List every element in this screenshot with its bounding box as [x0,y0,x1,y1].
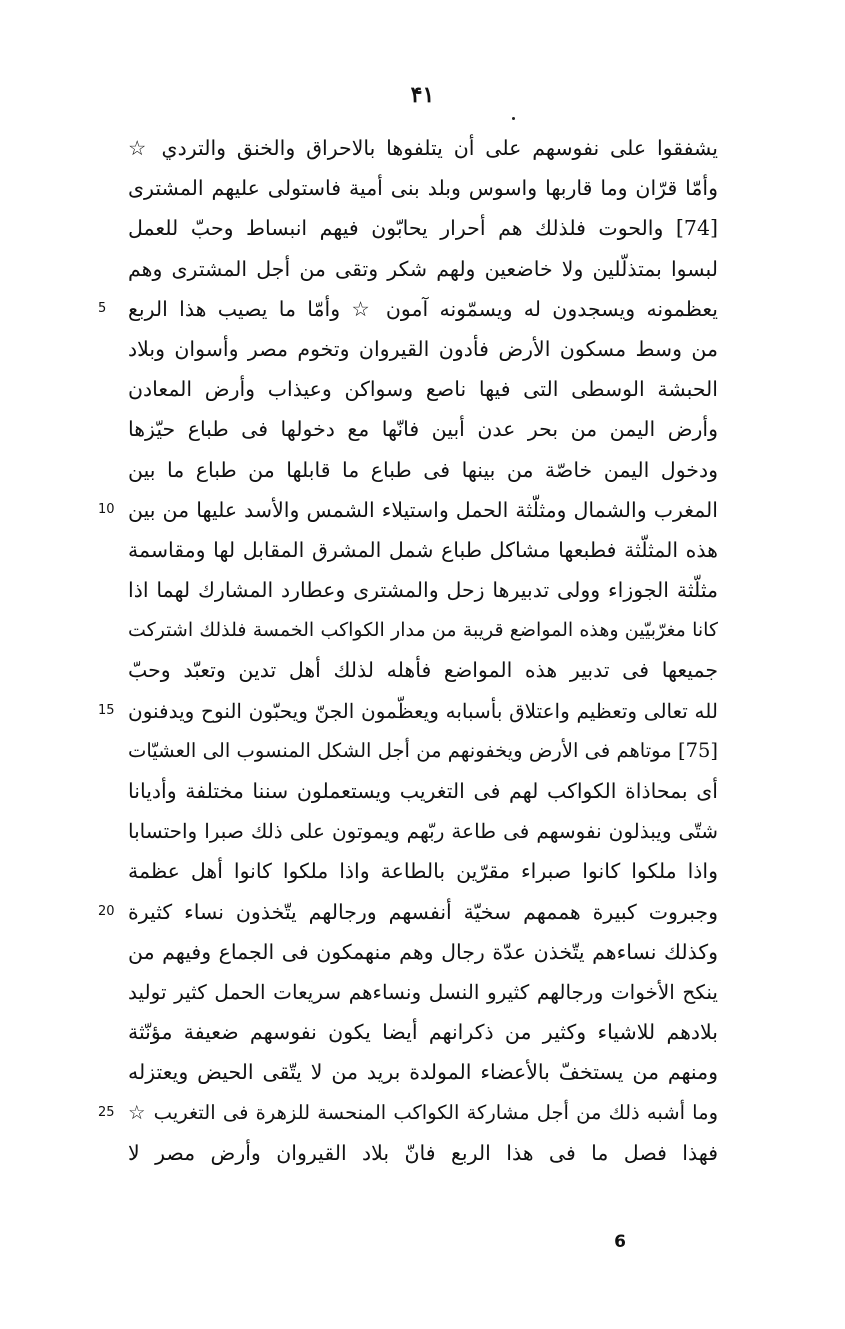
text-line-content: ومنهم من يستخفّ بالأعضاء المولدة بريد من لا يتّقى الحيض ويعتزله [128,1060,718,1085]
text-line [128,369,718,409]
text-line-content: هذه المثلّثة فطبعها مشاكل طباع شمل المشرق المقابل لها ومقاسمة [128,537,718,562]
text-line-content: وأمّا قرّان وما قاربها واسوس وبلد بنى أمية فاستولى عليهم المشترى [128,176,718,201]
line-number-5: 5 [98,300,107,316]
text-line [128,731,718,771]
text-line [128,1093,718,1133]
text-line [128,570,718,610]
text-line [128,1052,718,1092]
text-line-content: أى بمحاذاة الكواكب لهم فى التغريب ويستعملون سننا مختلفة وأديانا [128,779,718,803]
text-line-content: واذا ملكوا كانوا صبراء مقرّين بالطاعة واذا ملكوا كانوا أهل عظمة [128,859,718,884]
text-line [128,289,718,329]
text-line-content: ينكح الأخوات ورجالهم كثيرو النسل ونساءهم سريعات الحمل كثير توليد [128,979,718,1004]
line-number-10: 10 [98,501,115,517]
text-line [128,1133,718,1173]
text-line [128,168,718,208]
text-line [128,972,718,1012]
text-line-content: جميعها فى تدبير هذه المواضع فأهله لذلك أهل تدين وتعبّد وحبّ [128,658,718,683]
text-line [128,208,718,248]
line-number-20: 20 [98,903,115,919]
text-line [128,811,718,851]
text-line-content: من وسط مسكون الأرض فأدون القيروان وتخوم مصر وأسوان وبلاد [128,336,718,361]
text-line [128,892,718,932]
text-line [128,610,718,650]
text-line [128,530,718,570]
text-line [128,490,718,530]
text-line-content: مثلّثة الجوزاء وولى تدبيرها زحل والمشترى وعطارد المشارك لهما اذا [128,578,718,603]
text-line [128,329,718,369]
text-line-content: كانا مغرّبيّين وهذه المواضع قريبة من مدار الكواكب الخمسة فلذلك اشتركت [128,619,718,642]
text-line [128,249,718,289]
text-line [128,691,718,731]
text-line-content: الحبشة الوسطى التى فيها ناصع وسواكن وعيذاب وأرض المعادن [128,377,718,402]
text-line [128,932,718,972]
text-line [128,650,718,690]
text-line-content: ودخول اليمن خاصّة من بينها فى طباع ما قابلها من طباع ما بين [128,457,718,482]
text-line-content: فهذا فصل ما فى هذا الربع فانّ بلاد القيروان وأرض مصر لا [128,1140,718,1165]
text-line-content: وكذلك نساءهم يتّخذن عدّة رجال وهم منهمكون فى الجماع وفيهم من [128,939,718,964]
arabic-text-block [128,128,718,1173]
text-line-content: لله تعالى وتعظيم واعتلاق بأسبابه ويعظّمون الجنّ ويحبّون النوح ويدفنون [128,698,718,723]
text-line [128,128,718,168]
text-line [128,1012,718,1052]
text-line-content: المغرب والشمال ومثلّثة الحمل واستيلاء الشمس والأسد عليها من بين [128,497,718,522]
text-line-content: وجبروت كبيرة هممهم سخيّة أنفسهم ورجالهم يتّخذون نساء كثيرة [128,899,718,924]
printer-dot [512,117,515,120]
page-header-number: ۴۱ [410,82,435,108]
text-line [128,409,718,449]
text-line [128,450,718,490]
text-line-content: يعظمونه ويسجدون له ويسمّونه آمون ☆ وأمّا ما يصيب هذا الربع [128,296,718,321]
text-line [128,771,718,811]
text-line-content: يشفقوا على نفوسهم على أن يتلفوها بالاحراق والخنق والتردي ☆ [128,136,718,160]
text-line-content: لبسوا بمتذلّلين ولا خاضعين ولهم شكر وتقى من أجل المشترى وهم [128,256,718,281]
page-footer-number: 6 [614,1232,626,1252]
text-line-content: [75] موتاهم فى الأرض ويخفونهم من أجل الشكل المنسوب الى العشيّات [128,738,718,762]
line-number-15: 15 [98,702,115,718]
text-line-content: بلادهم للاشياء وكثير من ذكرانهم أيضا يكون نفوسهم ضعيفة مؤنّثة [128,1020,718,1045]
text-line-content: وأرض اليمن من بحر عدن أبين فانّها مع دخولها فى طباع حيّزها [128,417,718,442]
text-line-content: وما أشبه ذلك من أجل مشاركة الكواكب المنحسة للزهرة فى التغريب ☆ [128,1100,718,1124]
text-line-content: [74] والحوت فلذلك هم أحرار يحابّون فيهم انبساط وحبّ للعمل [128,216,718,241]
text-line [128,851,718,891]
text-line-content: شتّى ويبذلون نفوسهم فى طاعة ربّهم ويموتون على ذلك صبرا واحتسابا [128,819,718,844]
line-number-25: 25 [98,1104,115,1120]
